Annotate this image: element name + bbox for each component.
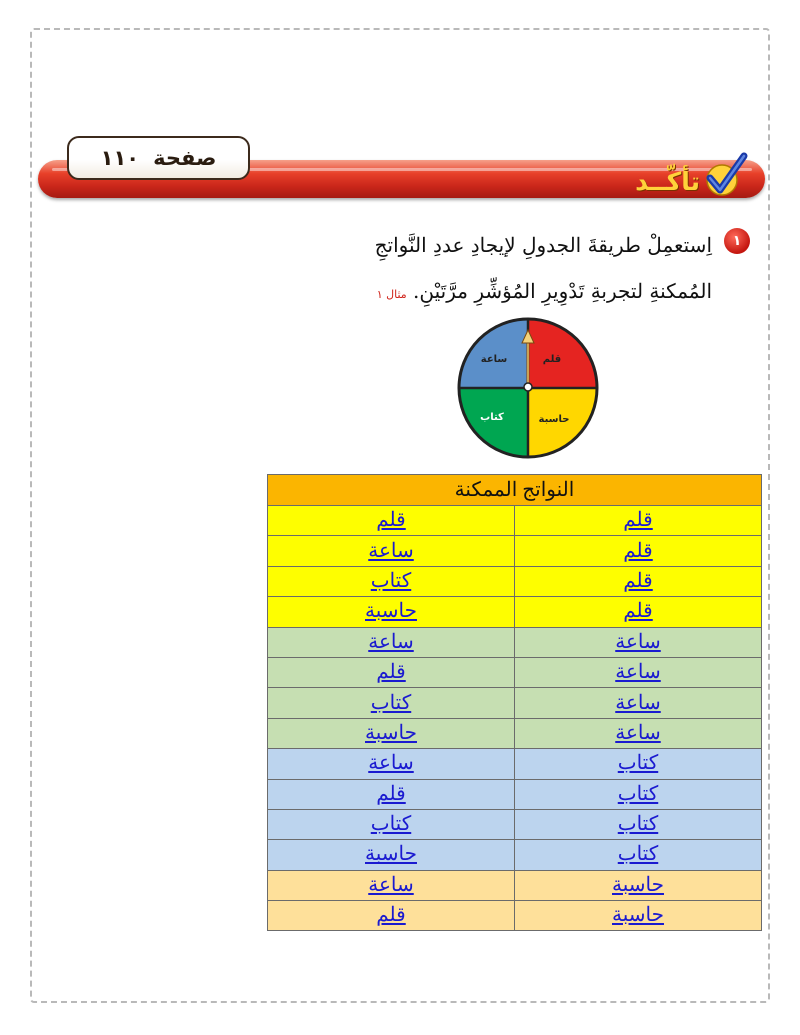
table-cell-first [515,688,762,718]
question-line-2 [300,268,712,318]
outcome-label: قلم [623,569,653,592]
table-cell-first [515,657,762,687]
table-row [268,840,762,870]
table-row [268,506,762,536]
table-cell-first [515,779,762,809]
outcomes-table [267,474,762,931]
outcome-label: قلم [376,509,406,532]
table-cell-first [515,627,762,657]
outcome-label: قلم [376,904,406,927]
page-number: ١١٠ [100,146,140,170]
table-cell-first [515,901,762,931]
table-cell-second [268,870,515,900]
outcome-label: قلم [376,661,406,684]
outcome-label: ساعة [615,630,661,653]
outcome-label: كتاب [617,782,659,805]
outcome-label: كتاب [617,752,659,775]
table-row [268,870,762,900]
table-row [268,901,762,931]
table-cell-second [268,536,515,566]
question-line-2-text: المُمكنةِ لتجربةِ تَدْوِيرِ المُؤشِّرِ مرَّتَيْنِ. [413,279,712,303]
question-number-badge: ١ [724,228,750,254]
spinner-label-pen: قلم [542,354,562,365]
outcome-label: ساعة [368,539,414,562]
table-row [268,657,762,687]
outcome-label: حاسبة [365,843,417,866]
table-row [268,718,762,748]
question-line-1: اِستعمِلْ طريقةَ الجدولِ لإيجادِ عددِ النَّواتجِ [374,233,712,257]
outcome-label: حاسبة [612,873,664,896]
outcome-label: ساعة [615,661,661,684]
table-header: النواتج الممكنة [268,475,762,506]
table-cell-second [268,627,515,657]
outcome-label: قلم [376,782,406,805]
page-reference-tab [67,136,250,180]
table-cell-first [515,536,762,566]
checkmark-icon [700,150,750,200]
outcome-label: كتاب [370,813,412,836]
example-reference: مثال ١ [376,288,407,301]
table-cell-first [515,809,762,839]
table-cell-first [515,749,762,779]
spinner-label-book: كتاب [480,412,504,423]
outcome-label: ساعة [368,873,414,896]
table-cell-second [268,840,515,870]
table-row [268,779,762,809]
table-row [268,627,762,657]
table-row [268,566,762,596]
table-cell-first [515,566,762,596]
table-cell-first [515,870,762,900]
table-cell-first [515,506,762,536]
table-cell-second [268,718,515,748]
table-cell-second [268,688,515,718]
outcome-label: قلم [623,600,653,623]
outcome-label: حاسبة [365,721,417,744]
outcome-label: كتاب [370,691,412,714]
table-cell-second [268,566,515,596]
table-cell-second [268,749,515,779]
table-cell-second [268,779,515,809]
outcome-label: كتاب [617,843,659,866]
outcome-label: قلم [623,509,653,532]
table-cell-second [268,809,515,839]
section-title: تأكّــد [635,167,700,196]
spinner-label-calculator: حاسبة [538,414,570,425]
table-row [268,597,762,627]
table-cell-second [268,657,515,687]
outcome-label: قلم [623,539,653,562]
outcome-label: ساعة [615,691,661,714]
table-cell-second [268,597,515,627]
outcome-label: ساعة [615,721,661,744]
outcome-label: كتاب [617,813,659,836]
table-row [268,688,762,718]
question-text [300,222,712,318]
outcome-label: حاسبة [365,600,417,623]
table-cell-first [515,840,762,870]
table-row [268,809,762,839]
table-row [268,749,762,779]
table-cell-first [515,597,762,627]
table-header-row [268,475,762,506]
table-cell-second [268,506,515,536]
table-cell-first [515,718,762,748]
outcome-label: كتاب [370,569,412,592]
table-body [268,506,762,931]
table-cell-second [268,901,515,931]
outcome-label: ساعة [368,630,414,653]
outcome-label: حاسبة [612,904,664,927]
outcome-label: ساعة [368,752,414,775]
spinner-label-clock: ساعة [480,354,508,365]
table-row [268,536,762,566]
page-word: صفحة [153,146,217,170]
spinner-wheel [456,316,600,460]
